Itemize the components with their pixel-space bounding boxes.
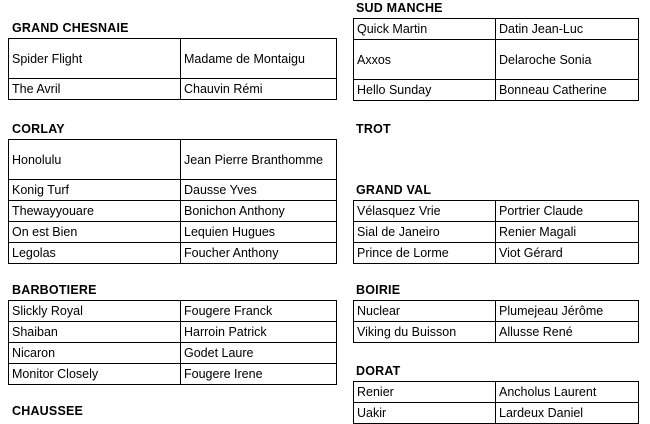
owner-name: Portrier Claude [496, 201, 639, 222]
table-row [9, 322, 337, 343]
owner-name: Viot Gérard [496, 243, 639, 264]
owner-name: Fougere Irene [181, 364, 337, 385]
horse-name: Prince de Lorme [354, 243, 496, 264]
section-title-corlay: CORLAY [12, 122, 65, 136]
horse-name: Renier [354, 382, 496, 403]
section-title-dorat: DORAT [356, 364, 401, 378]
table-row [354, 243, 639, 264]
owner-name: Godet Laure [181, 343, 337, 364]
owner-name: Jean Pierre Branthomme [181, 140, 337, 180]
owner-name: Fougere Franck [181, 301, 337, 322]
table-row [9, 39, 337, 79]
horse-name: Quick Martin [354, 19, 496, 40]
owner-name: Bonichon Anthony [181, 201, 337, 222]
horse-name: Nuclear [354, 301, 496, 322]
owner-name: Lardeux Daniel [496, 403, 639, 424]
horse-name: Thewayyouare [9, 201, 181, 222]
owner-name: Bonneau Catherine [496, 80, 639, 101]
table-dorat [353, 381, 639, 424]
section-title-grand-chesnaie: GRAND CHESNAIE [12, 21, 129, 35]
table-row [354, 80, 639, 101]
table-row [9, 243, 337, 264]
horse-name: Monitor Closely [9, 364, 181, 385]
horse-name: The Avril [9, 79, 181, 100]
table-row [9, 201, 337, 222]
horse-name: Honolulu [9, 140, 181, 180]
table-row [354, 382, 639, 403]
horse-name: Shaiban [9, 322, 181, 343]
horse-name: On est Bien [9, 222, 181, 243]
section-title-sud-manche: SUD MANCHE [356, 1, 443, 15]
table-row [9, 79, 337, 100]
table-row [9, 140, 337, 180]
table-row [354, 322, 639, 343]
horse-name: Uakir [354, 403, 496, 424]
owner-name: Allusse René [496, 322, 639, 343]
table-row [9, 364, 337, 385]
horse-name: Legolas [9, 243, 181, 264]
owner-name: Plumejeau Jérôme [496, 301, 639, 322]
table-grand-val [353, 200, 639, 264]
horse-name: Slickly Royal [9, 301, 181, 322]
table-row [354, 403, 639, 424]
horse-name: Nicaron [9, 343, 181, 364]
table-row [354, 40, 639, 80]
table-barbotiere [8, 300, 337, 385]
horse-name: Hello Sunday [354, 80, 496, 101]
owner-name: Delaroche Sonia [496, 40, 639, 80]
section-title-boirie: BOIRIE [356, 283, 401, 297]
horse-name: Axxos [354, 40, 496, 80]
horse-name: Sial de Janeiro [354, 222, 496, 243]
table-boirie [353, 300, 639, 343]
owner-name: Chauvin Rémi [181, 79, 337, 100]
table-grand-chesnaie [8, 38, 337, 100]
owner-name: Ancholus Laurent [496, 382, 639, 403]
owner-name: Harroin Patrick [181, 322, 337, 343]
section-title-grand-val: GRAND VAL [356, 183, 432, 197]
horse-name: Spider Flight [9, 39, 181, 79]
horse-name: Viking du Buisson [354, 322, 496, 343]
horse-name: Vélasquez Vrie [354, 201, 496, 222]
table-row [354, 222, 639, 243]
section-title-trot: TROT [356, 122, 391, 136]
section-title-chaussee: CHAUSSEE [12, 404, 84, 418]
section-title-barbotiere: BARBOTIERE [12, 283, 97, 297]
table-row [9, 180, 337, 201]
table-sud-manche [353, 18, 639, 101]
table-corlay [8, 139, 337, 264]
table-row [354, 19, 639, 40]
table-row [9, 343, 337, 364]
owner-name: Madame de Montaigu [181, 39, 337, 79]
owner-name: Dausse Yves [181, 180, 337, 201]
owner-name: Datin Jean-Luc [496, 19, 639, 40]
owner-name: Renier Magali [496, 222, 639, 243]
table-row [9, 301, 337, 322]
owner-name: Foucher Anthony [181, 243, 337, 264]
horse-name: Konig Turf [9, 180, 181, 201]
owner-name: Lequien Hugues [181, 222, 337, 243]
table-row [354, 201, 639, 222]
table-row [9, 222, 337, 243]
table-row [354, 301, 639, 322]
